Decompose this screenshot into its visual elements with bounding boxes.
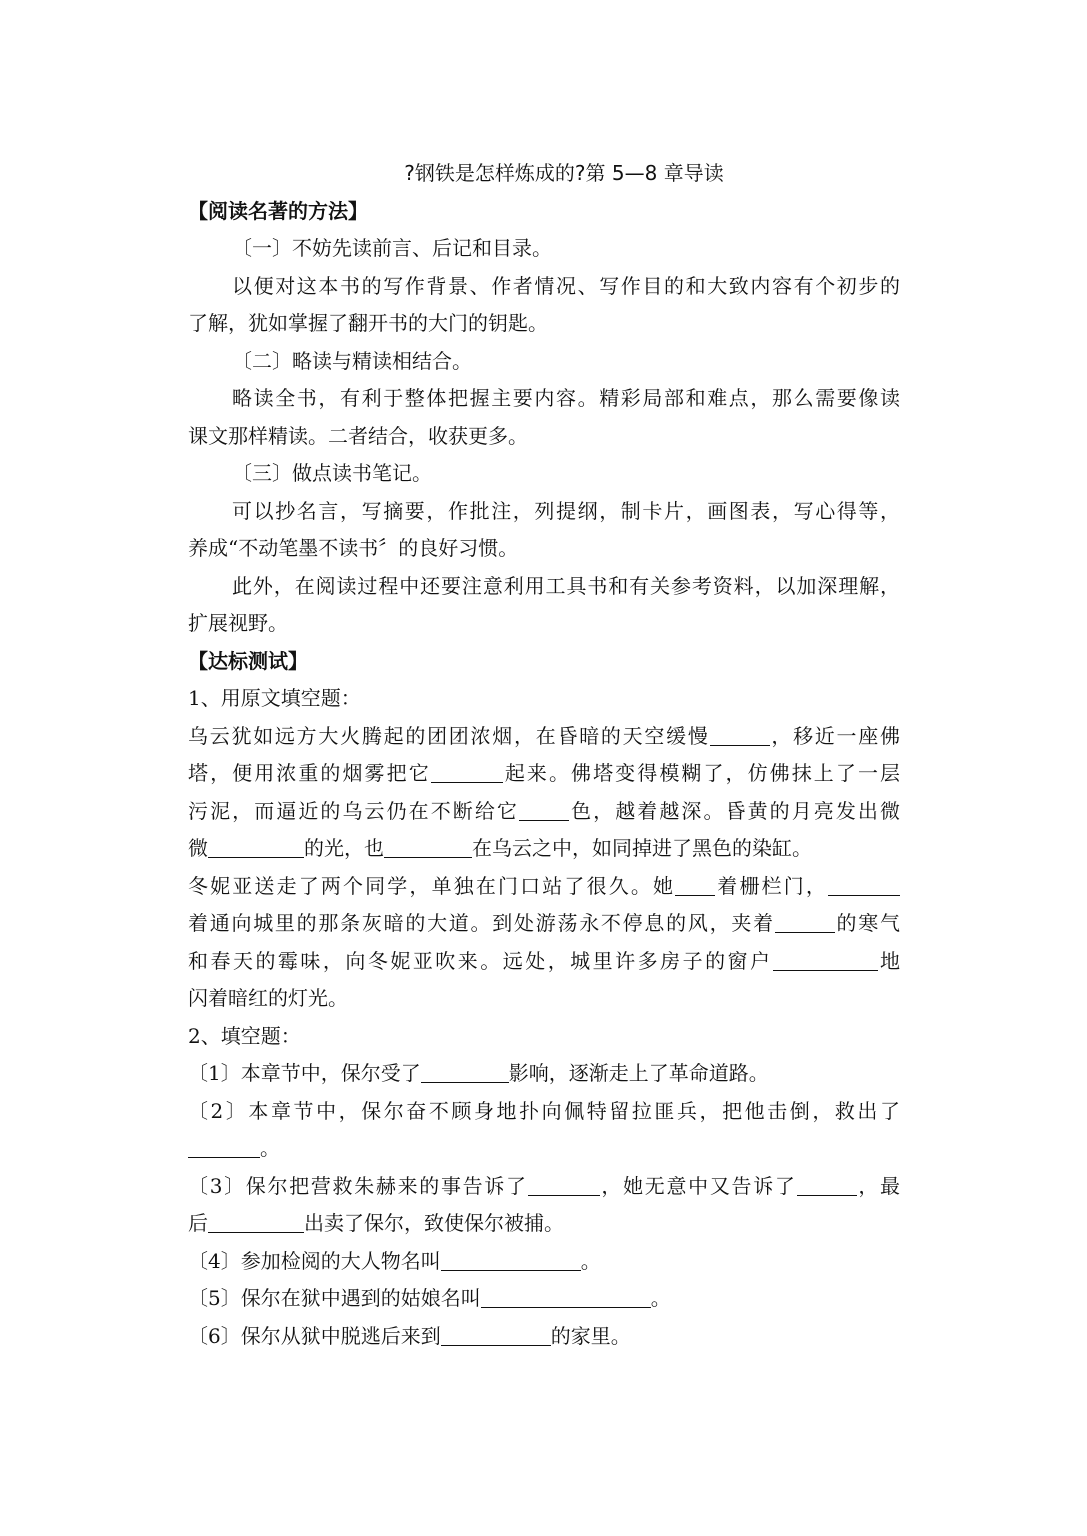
extra-text-line-2: 扩展视野。: [188, 611, 288, 635]
answer-blank[interactable]: [481, 1283, 651, 1308]
method-1-title: 〔一〕不妨先读前言、后记和目录。: [232, 236, 552, 260]
question-2-3-cont: 后 出卖了保尔，致使保尔被捕。: [188, 1205, 900, 1243]
passage-1-line-4: 微 的光，也 在乌云之中，如同掉进了黑色的染缸。: [188, 830, 900, 868]
question-2-3: 〔3〕保尔把营救朱赫来的事告诉了 ，她无意中又告诉了 ，最: [188, 1168, 900, 1206]
answer-blank[interactable]: [441, 1321, 551, 1346]
passage-1-line-2: 塔，便用浓重的烟雾把它 起来。佛塔变得模糊了，仿佛抹上了一层: [188, 755, 900, 793]
question-1-title: 1、用原文填空题：: [188, 686, 361, 710]
answer-blank[interactable]: [528, 1171, 600, 1196]
passage-2-line-3: 和春天的霉味，向冬妮亚吹来。远处，城里许多房子的窗户 地: [188, 943, 900, 981]
passage-2-line-1: 冬妮亚送走了两个同学，单独在门口站了很久。她 着栅栏门，: [188, 868, 900, 906]
passage-1-line-3: 污泥，而逼近的乌云仍在不断给它 色，越着越深。昏黄的月亮发出微: [188, 793, 900, 831]
passage-2-line-4: 闪着暗红的灯光。: [188, 986, 348, 1010]
question-2-2: 〔2〕本章节中，保尔奋不顾身地扑向佩特留拉匪兵，把他击倒，救出了: [188, 1098, 900, 1123]
answer-blank[interactable]: [775, 908, 835, 933]
passage-1-line-1: 乌云犹如远方大火腾起的团团浓烟，在昏暗的天空缓慢 ，移近一座佛: [188, 718, 900, 756]
method-3-text-line-1: 可以抄名言，写摘要，作批注，列提纲，制卡片，画图表，写心得等，: [232, 498, 900, 523]
question-2-title: 2、填空题：: [188, 1023, 301, 1048]
section-heading-test: 【达标测试】: [188, 648, 308, 673]
method-1-text-line-2: 了解，犹如掌握了翻开书的大门的钥匙。: [188, 311, 548, 335]
answer-blank[interactable]: [797, 1171, 857, 1196]
answer-blank[interactable]: [208, 833, 304, 858]
answer-blank[interactable]: [828, 871, 900, 896]
method-3-title: 〔三〕做点读书笔记。: [232, 461, 432, 485]
section-heading-methods: 【阅读名著的方法】: [188, 198, 368, 223]
question-2-1: 〔1〕本章节中，保尔受了 影响，逐渐走上了革命道路。: [188, 1055, 900, 1093]
answer-blank[interactable]: [710, 721, 770, 746]
method-1-text-line-1: 以便对这本书的写作背景、作者情况、写作目的和大致内容有个初步的: [232, 273, 900, 298]
answer-blank[interactable]: [421, 1058, 509, 1083]
question-2-4: 〔4〕参加检阅的大人物名叫 。: [188, 1243, 900, 1281]
question-2-5: 〔5〕保尔在狱中遇到的姑娘名叫 。: [188, 1280, 900, 1318]
answer-blank[interactable]: [188, 1133, 260, 1158]
answer-blank[interactable]: [384, 833, 472, 858]
answer-blank[interactable]: [675, 871, 715, 896]
method-3-text-line-2: 养成“不动笔墨不读书〞的良好习惯。: [188, 536, 519, 560]
passage-2-line-2: 着通向城里的那条灰暗的大道。到处游荡永不停息的风，夹着 的寒气: [188, 905, 900, 943]
answer-blank[interactable]: [773, 946, 878, 971]
answer-blank[interactable]: [441, 1246, 581, 1271]
question-2-6: 〔6〕保尔从狱中脱逃后来到 的家里。: [188, 1318, 900, 1356]
method-2-text-line-1: 略读全书，有利于整体把握主要内容。精彩局部和难点，那么需要像读: [232, 386, 900, 410]
page-title: ?钢铁是怎样炼成的?第 5—8 章导读: [404, 161, 724, 185]
answer-blank[interactable]: [519, 796, 569, 821]
method-2-text-line-2: 课文那样精读。二者结合，收获更多。: [188, 423, 528, 448]
answer-blank[interactable]: [208, 1208, 304, 1233]
answer-blank[interactable]: [431, 758, 503, 783]
extra-text-line-1: 此外，在阅读过程中还要注意利用工具书和有关参考资料，以加深理解，: [232, 573, 900, 598]
document-page: [188, 155, 900, 1355]
question-2-2-cont: 。: [188, 1130, 900, 1168]
method-2-title: 〔二〕略读与精读相结合。: [232, 348, 472, 373]
